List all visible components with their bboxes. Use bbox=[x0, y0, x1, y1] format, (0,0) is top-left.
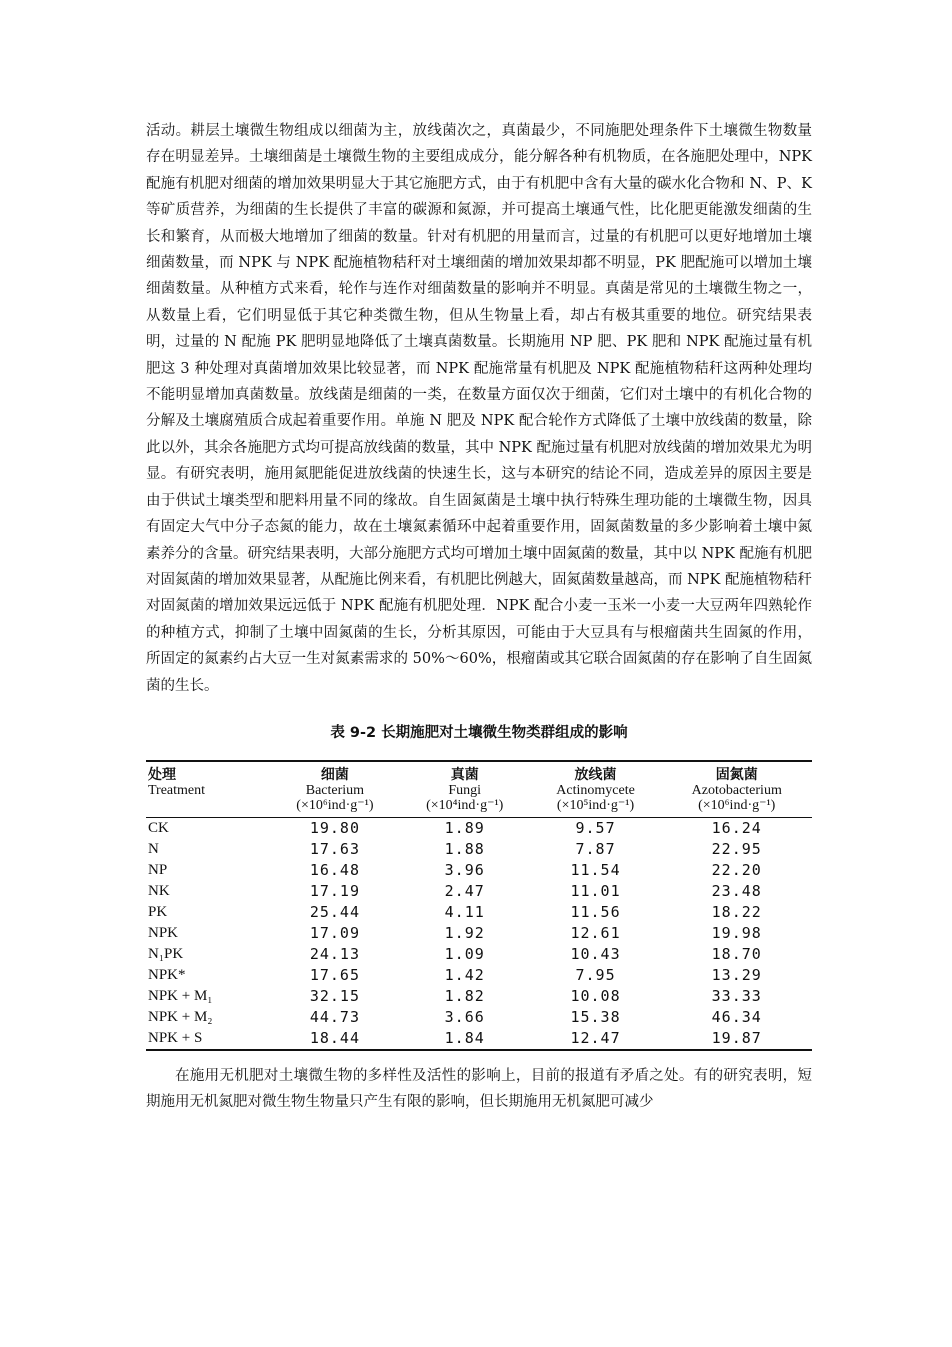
value-cell: 23.48 bbox=[711, 881, 762, 900]
treatment-cell: NP bbox=[148, 861, 168, 878]
treatment-cell: NPK + M₂ bbox=[148, 1008, 213, 1025]
table-row bbox=[146, 1028, 812, 1050]
header-bacterium: 细菌 Bacterium (×10⁶ind·g⁻¹) bbox=[270, 761, 400, 818]
table-row bbox=[146, 860, 812, 881]
treatment-cell: NPK + M₁ bbox=[148, 987, 213, 1004]
value-cell: 1.82 bbox=[444, 986, 485, 1005]
treatment-cell: NPK + S bbox=[148, 1029, 203, 1046]
value-cell: 12.47 bbox=[570, 1028, 621, 1047]
value-cell: 11.01 bbox=[570, 881, 621, 900]
value-cell: 17.19 bbox=[309, 881, 360, 900]
value-cell: 19.80 bbox=[309, 818, 360, 837]
value-cell: 10.08 bbox=[570, 986, 621, 1005]
value-cell: 11.56 bbox=[570, 902, 621, 921]
value-cell: 17.09 bbox=[309, 923, 360, 942]
value-cell: 4.11 bbox=[444, 902, 485, 921]
value-cell: 1.89 bbox=[444, 818, 485, 837]
value-cell: 19.87 bbox=[711, 1028, 762, 1047]
value-cell: 9.57 bbox=[575, 818, 616, 837]
value-cell: 7.95 bbox=[575, 965, 616, 984]
value-cell: 17.63 bbox=[309, 839, 360, 858]
value-cell: 18.22 bbox=[711, 902, 762, 921]
value-cell: 7.87 bbox=[575, 839, 616, 858]
treatment-cell: CK bbox=[148, 819, 169, 836]
body-paragraph: 活动。耕层土壤微生物组成以细菌为主，放线菌次之，真菌最少，不同施肥处理条件下土壤微生物数量存在明显差异。土壤细菌是土壤微生物的主要组成成分，能分解各种有机物质，在各施肥处理中，NPK 配施有机肥对细菌的增加效果明显大于其它施肥方式，由于有机肥中含有大量的碳水化合物和 N、P、K 等矿质营养，为细菌的生长提供了丰富的碳源和氮源，并可提高土壤通气性，比化肥更能激发细菌的生长和繁育，从而极大地增加了细菌的数量。针对有机肥的用量而言，过量的有机肥可以更好地增加土壤细菌数量，而 NPK 与 NPK 配施植物秸秆对土壤细菌的增加效果却都不明显，PK 肥配施可以增加土壤细菌数量。从种植方式来看，轮作与连作对细菌数量的影响并不明显。真菌是常见的土壤微生物之一，从数量上看，它们明显低于其它种类微生物，但从生物量上看，却占有极其重要的地位。研究结果表明，过量的 N 配施 PK 肥明显地降低了土壤真菌数量。长期施用 NP 肥、PK 肥和 NPK 配施过量有机肥这 3 种处理对真菌增加效果比较显著，而 NPK 配施常量有机肥及 NPK 配施植物秸秆这两种处理均不能明显增加真菌数量。放线菌是细菌的一类，在数量方面仅次于细菌，它们对土壤中的有机化合物的分解及土壤腐殖质合成起着重要作用。单施 N 肥及 NPK 配合轮作方式降低了土壤中放线菌的数量，除此以外，其余各施肥方式均可提高放线菌的数量，其中 NPK 配施过量有机肥对放线菌的增加效果尤为明显。有研究表明，施用氮肥能促进放线菌的快速生长，这与本研究的结论不同，造成差异的原因主要是由于供试土壤类型和肥料用量不同的缘故。自生固氮菌是土壤中执行特殊生理功能的土壤微生物，因具有固定大气中分子态氮的能力，故在土壤氮素循环中起着重要作用，固氮菌数量的多少影响着土壤中氮素养分的含量。研究结果表明，大部分施肥方式均可增加土壤中固氮菌的数量，其中以 NPK 配施有机肥对固氮菌的增加效果显著，从配施比例来看，有机肥比例越大，固氮菌数量越高，而 NPK 配施植物秸秆对固氮菌的增加效果远远低于 NPK 配施有机肥处理．NPK 配合小麦一玉米一小麦一大豆两年四熟轮作的种植方式，抑制了土壤中固氮菌的生长，分析其原因，可能由于大豆具有与根瘤菌共生固氮的作用，所固定的氮素约占大豆一生对氮素需求的 50%～60%，根瘤菌或其它联合固氮菌的存在影响了自生固氮菌的生长。 bbox=[146, 123, 812, 694]
table-row bbox=[146, 881, 812, 902]
value-cell: 1.88 bbox=[444, 839, 485, 858]
value-cell: 46.34 bbox=[711, 1007, 762, 1026]
treatment-cell: NPK bbox=[148, 924, 179, 941]
value-cell: 3.96 bbox=[444, 860, 485, 879]
table-row bbox=[146, 965, 812, 986]
value-cell: 18.70 bbox=[711, 944, 762, 963]
table-row bbox=[146, 817, 812, 839]
treatment-cell: NK bbox=[148, 882, 170, 899]
body-paragraph-continued: 在施用无机肥对土壤微生物的多样性及活性的影响上，目前的报道有矛盾之处。有的研究表明，短期施用无机氮肥对微生物生物量只产生有限的影响，但长期施用无机氮肥可减少 bbox=[146, 1067, 812, 1111]
table-row bbox=[146, 1007, 812, 1028]
treatment-cell: PK bbox=[148, 903, 168, 920]
value-cell: 44.73 bbox=[309, 1007, 360, 1026]
value-cell: 13.29 bbox=[711, 965, 762, 984]
header-actinomycete: 放线菌 Actinomycete (×10⁵ind·g⁻¹) bbox=[530, 761, 662, 818]
table-row bbox=[146, 923, 812, 944]
value-cell: 16.48 bbox=[309, 860, 360, 879]
table-row bbox=[146, 839, 812, 860]
page-body bbox=[146, 118, 812, 1116]
value-cell: 22.20 bbox=[711, 860, 762, 879]
value-cell: 19.98 bbox=[711, 923, 762, 942]
value-cell: 16.24 bbox=[711, 818, 762, 837]
table-row bbox=[146, 944, 812, 965]
table-header-row bbox=[146, 761, 812, 818]
value-cell: 12.61 bbox=[570, 923, 621, 942]
value-cell: 17.65 bbox=[309, 965, 360, 984]
table-row bbox=[146, 902, 812, 923]
value-cell: 3.66 bbox=[444, 1007, 485, 1026]
value-cell: 25.44 bbox=[309, 902, 360, 921]
value-cell: 2.47 bbox=[444, 881, 485, 900]
table-row bbox=[146, 986, 812, 1007]
value-cell: 1.92 bbox=[444, 923, 485, 942]
table-caption: 表 9-2 长期施肥对土壤微生物类群组成的影响 bbox=[330, 724, 628, 741]
value-cell: 1.84 bbox=[444, 1028, 485, 1047]
value-cell: 32.15 bbox=[309, 986, 360, 1005]
value-cell: 1.09 bbox=[444, 944, 485, 963]
value-cell: 1.42 bbox=[444, 965, 485, 984]
value-cell: 18.44 bbox=[309, 1028, 360, 1047]
treatment-cell: NPK* bbox=[148, 966, 186, 983]
value-cell: 22.95 bbox=[711, 839, 762, 858]
header-fungi: 真菌 Fungi (×10⁴ind·g⁻¹) bbox=[400, 761, 530, 818]
value-cell: 11.54 bbox=[570, 860, 621, 879]
header-azotobacterium: 固氮菌 Azotobacterium (×10⁶ind·g⁻¹) bbox=[661, 761, 812, 818]
value-cell: 24.13 bbox=[309, 944, 360, 963]
table-body bbox=[146, 817, 812, 1050]
value-cell: 33.33 bbox=[711, 986, 762, 1005]
value-cell: 10.43 bbox=[570, 944, 621, 963]
value-cell: 15.38 bbox=[570, 1007, 621, 1026]
header-treatment: 处理 Treatment bbox=[146, 761, 270, 818]
treatment-cell: N₁PK bbox=[148, 945, 184, 962]
microbe-table bbox=[146, 760, 812, 1051]
treatment-cell: N bbox=[148, 840, 159, 857]
